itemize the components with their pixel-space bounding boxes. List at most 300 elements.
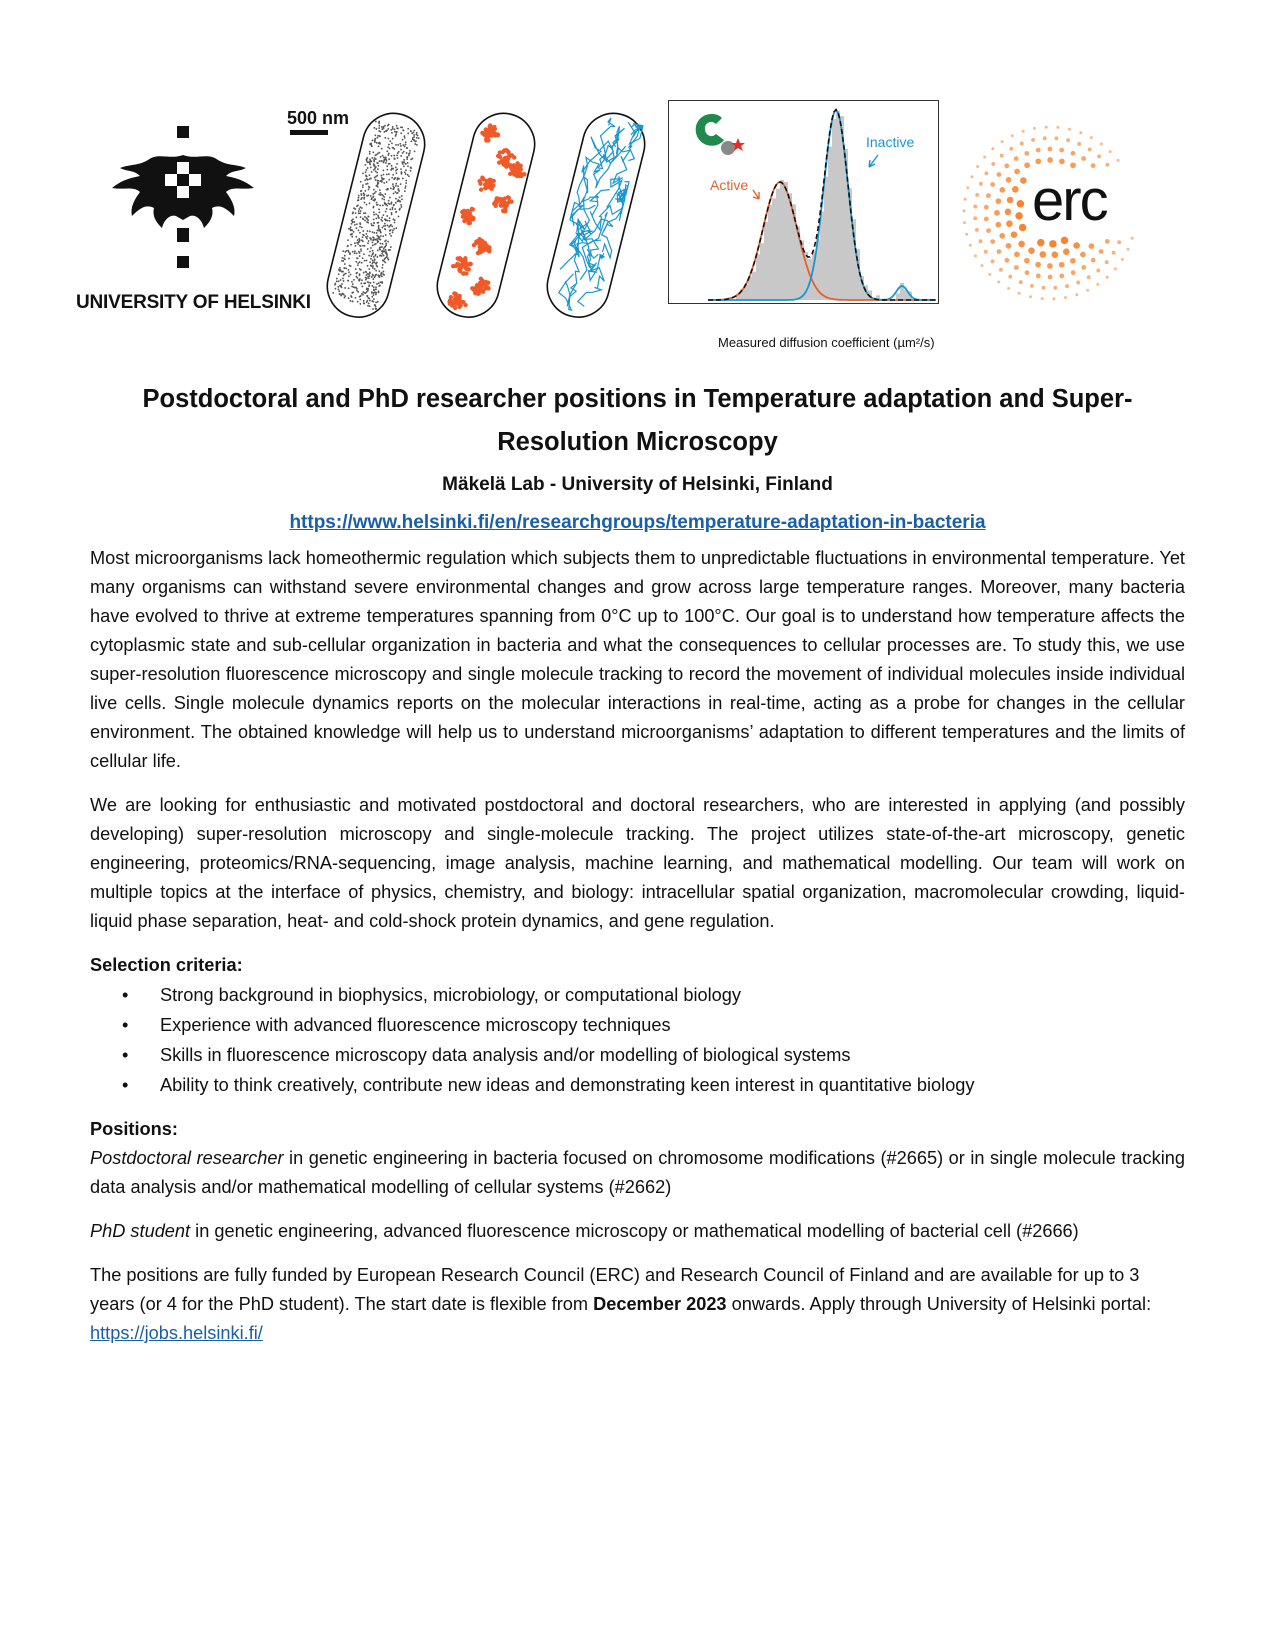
localization-dot [370,195,372,197]
erc-dot [1117,240,1121,244]
localization-dot [380,156,382,158]
localization-dot [378,125,380,127]
localization-dot [393,221,395,223]
erc-dot [1007,287,1010,290]
erc-dot [984,205,989,210]
localization-dot [392,183,394,185]
erc-dot [990,239,995,244]
localization-dot [375,202,377,204]
erc-dot [1077,142,1081,146]
localization-dot [371,171,373,173]
localization-dot [395,198,397,200]
localization-dot [390,169,392,171]
localization-dot [372,244,374,246]
localization-dot [354,250,356,252]
erc-dot [1081,156,1086,161]
localization-dot [340,279,342,281]
localization-dot [369,151,371,153]
erc-dot [1024,151,1029,156]
erc-logo-text: erc [1032,168,1107,233]
erc-dot [1049,240,1057,248]
erc-dot [1121,258,1124,261]
erc-dot [963,209,966,212]
localization-dot [403,165,405,167]
erc-dot [1080,252,1086,258]
localization-dot [372,151,374,153]
erc-dot [997,249,1002,254]
localization-dot [379,189,381,191]
erc-dot [1099,249,1104,254]
erc-dot [1048,147,1053,152]
erc-dot [1061,237,1069,245]
localization-dot [375,306,377,308]
localization-dot [392,192,394,194]
erc-dot [1019,224,1027,232]
erc-dot [997,172,1002,177]
localization-dot [373,281,375,283]
histogram-bar [780,180,784,300]
localization-dot [382,254,384,256]
localization-dot [338,280,340,282]
erc-dot [1086,289,1089,292]
localization-dot [358,195,360,197]
localization-dot [395,185,397,187]
localization-dot [382,204,384,206]
list-item [122,1040,1185,1070]
localization-dot [382,264,384,266]
erc-dot [997,281,1000,284]
localization-dot [409,170,411,172]
erc-dot [1014,169,1020,175]
localization-dot [368,202,370,204]
erc-dot [1018,292,1021,295]
erc-dot [1064,296,1067,299]
erc-dot [1109,150,1112,153]
erc-dot [979,239,983,243]
criteria-text: Ability to think creatively, contribute new ideas and demonstrating keen interest in quantitative biology [160,1075,975,1095]
localization-dot [354,245,356,247]
localization-dot [381,198,383,200]
localization-dot [354,242,356,244]
x-axis-label: Measured diffusion coefficient (µm²/s) [718,335,935,350]
localization-dot [358,210,360,212]
erc-dot [984,217,989,222]
localization-dot [365,204,367,206]
localization-dot [373,160,375,162]
erc-dot [1114,267,1117,270]
localization-dot [361,279,363,281]
localization-dot [389,208,391,210]
erc-dot [1079,131,1082,134]
localization-dot [395,227,397,229]
localization-dot [397,144,399,146]
localization-dot [403,135,405,137]
erc-dot [1105,239,1110,244]
localization-dot [382,173,384,175]
localization-dot [413,150,415,152]
erc-dot [1017,200,1025,208]
erc-dot [996,198,1002,204]
localization-dot [359,212,361,214]
localization-dot [351,281,353,283]
erc-dot [1008,275,1012,279]
erc-dot [1059,159,1065,165]
bullet-icon: • [122,1015,129,1035]
localization-dot [382,270,384,272]
localization-dot [374,134,376,136]
localization-dot [406,152,408,154]
localization-dot [394,191,396,193]
localization-dot [377,145,379,147]
histogram-bar [776,189,780,300]
localization-dot [371,296,373,298]
start-date: December 2023 [593,1294,727,1314]
localization-dot [389,196,391,198]
localization-dot [347,239,349,241]
localization-dot [369,250,371,252]
localization-dot [375,217,377,219]
postdoc-description: in genetic engineering in bacteria focused on chromosome modifications (#2665) or in single molecule tracking data analysis and/or mathematical modelling of cellular systems (#2662) [90,1148,1185,1197]
postdoc-title: Postdoctoral researcher [90,1148,284,1168]
erc-dot [1117,159,1120,162]
localization-dot [356,252,358,254]
localization-dot [404,187,406,189]
localization-dot [391,177,393,179]
localization-dot [413,129,415,131]
localization-dot [361,262,363,264]
localization-dot [381,148,383,150]
histogram-bar [832,119,836,300]
localization-dot [386,169,388,171]
localization-dot [373,232,375,234]
localization-dot [391,132,393,134]
localization-dot [342,280,344,282]
localization-dot [348,257,350,259]
localization-dot [392,138,394,140]
erc-dot [1112,251,1116,255]
localization-dot [357,264,359,266]
localization-dot [361,285,363,287]
localization-dot [373,218,375,220]
erc-dot [1009,147,1013,151]
erc-dot [1105,260,1109,264]
erc-dot [964,198,967,201]
erc-dot [1043,136,1047,140]
localization-dot [368,302,370,304]
localization-dot [345,267,347,269]
erc-dot [966,186,969,189]
erc-dot [969,244,972,247]
localization-dot [375,128,377,130]
localization-dot [355,261,357,263]
localization-dot [404,190,406,192]
erc-dot [991,147,994,150]
localization-dot [350,226,352,228]
localization-dot [368,254,370,256]
erc-dot [1031,138,1035,142]
erc-dot [984,250,988,254]
localization-dot [366,230,368,232]
erc-dot [1029,295,1032,298]
document-body [90,378,1185,1363]
erc-dot [1020,142,1024,146]
localization-dot [385,242,387,244]
localization-dot [383,131,385,133]
cluster-dot [478,187,483,192]
erc-dot [1047,157,1053,163]
localization-dot [371,157,373,159]
localization-dot [376,232,378,234]
localization-dot [362,172,364,174]
localization-dot [359,216,361,218]
localization-dot [375,301,377,303]
localization-dot [371,241,373,243]
erc-dot [999,187,1005,193]
localization-dot [388,217,390,219]
localization-dot [386,165,388,167]
localization-dot [400,204,402,206]
localization-dot [352,251,354,253]
localization-dot [368,268,370,270]
localization-dot [397,215,399,217]
erc-dot [975,228,979,232]
erc-dot [1045,126,1048,129]
postdoc-position [90,1144,1185,1202]
erc-dot [1028,247,1035,254]
localization-dot [407,132,409,134]
erc-dot [973,216,977,220]
erc-dot [1015,212,1023,220]
localization-dot [376,171,378,173]
erc-dot [1036,148,1041,153]
histogram-bar [764,222,768,300]
localization-dot [358,208,360,210]
localization-dot [355,227,357,229]
localization-dot [418,137,420,139]
intro-paragraph: Most microorganisms lack homeothermic regulation which subjects them to unpredictable fluctuations in environmental temperature. Yet many organisms can withstand severe environmental changes and grow across large temperature ranges. Moreover, many bacteria have evolved to thrive at extreme temperatures spanning from 0°C up to 100°C. Our goal is to understand how temperature affects the cytoplasmic state and sub-cellular organization in bacteria and what the consequences to cellular processes are. To study this, we use super-resolution fluorescence microscopy and single molecule tracking to record the movement of individual molecules inside individual live cells. Single molecule dynamics reports on the molecular interactions in real-time, acting as a probe for changes in the cellular environment. The obtained knowledge will help us to understand microorganisms’ adaptation to different temperatures and the limits of cellular life. [90,548,1185,771]
track-line [619,122,643,162]
erc-dot [1035,262,1041,268]
localization-dot [400,145,402,147]
erc-dot [1041,297,1044,300]
localization-dot [355,236,357,238]
histogram-bar [756,254,760,300]
header-figure [0,0,1275,360]
localization-dot [357,239,359,241]
localization-dot [361,226,363,228]
localization-dot [373,189,375,191]
bacteria-cells-figure [320,105,650,330]
funding-text-before: The positions are fully funded by European Research Council (ERC) and Research Council of Finland and are available for up to 3 years (or 4 for the PhD student). The start date is flexible from [90,1265,1140,1314]
localization-dot [400,206,402,208]
erc-dot [974,254,977,257]
localization-dot [344,255,346,257]
localization-dot [381,226,383,228]
erc-dot [1056,126,1059,129]
localization-dot [371,250,373,252]
localization-dot [373,127,375,129]
localization-dot [388,158,390,160]
localization-dot [400,183,402,185]
localization-dot [372,308,374,310]
histogram-bar [820,212,824,300]
erc-dot [1090,136,1093,139]
lab-website-link[interactable]: https://www.helsinki.fi/en/researchgroups/temperature-adaptation-in-bacteria [289,512,986,533]
localization-dot [364,219,366,221]
erc-dot [1014,265,1019,270]
localization-dot [337,288,339,290]
localization-dot [396,163,398,165]
localization-dot [388,200,390,202]
localization-dot [374,179,376,181]
localization-dot [386,208,388,210]
localization-dot [382,169,384,171]
erc-dot [1065,284,1069,288]
localization-dot [365,169,367,171]
erc-dot [1014,252,1020,258]
erc-dot [1024,258,1030,264]
positions-heading: Positions: [90,1119,178,1139]
erc-dot [1063,248,1070,255]
histogram-bar [836,111,840,300]
erc-dot [1076,281,1080,285]
localization-dot [363,212,365,214]
localization-dot [386,224,388,226]
histogram-bar [824,177,828,300]
localization-dot [357,197,359,199]
localization-dot [380,174,382,176]
erc-dot [1014,156,1019,161]
erc-dot [1006,220,1013,227]
localization-dot [372,265,374,267]
erc-dot [1033,127,1036,130]
localization-dot [409,150,411,152]
localization-dot [371,139,373,141]
localization-dot [375,213,377,215]
erc-dot [1106,276,1109,279]
histogram-bar [896,294,900,301]
phd-position [90,1217,1185,1246]
localization-dot [348,287,350,289]
localization-dot [410,140,412,142]
localization-dot [369,299,371,301]
localization-dot [355,216,357,218]
localization-dot [405,185,407,187]
localization-dot [349,273,351,275]
localization-dot [369,282,371,284]
localization-dot [364,164,366,166]
erc-dot [999,268,1003,272]
erc-dot [975,193,979,197]
phd-title: PhD student [90,1221,191,1241]
localization-dot [384,137,386,139]
localization-dot [371,276,373,278]
erc-dot [1105,163,1109,167]
localization-dot [366,265,368,267]
localization-dot [364,171,366,173]
erc-dot [984,171,988,175]
localization-dot [387,241,389,243]
localization-dot [362,184,364,186]
localization-dot [392,229,394,231]
localization-dot [397,185,399,187]
university-logo-text: UNIVERSITY OF HELSINKI [76,292,311,313]
localization-dot [407,165,409,167]
localization-dot [390,235,392,237]
localization-dot [392,174,394,176]
localization-dot [378,208,380,210]
erc-dot [1024,162,1030,168]
localization-dot [357,229,359,231]
erc-dot [999,233,1005,239]
erc-dot [1096,268,1100,272]
localization-dot [342,277,344,279]
localization-dot [360,250,362,252]
erc-dot [1006,177,1012,183]
phd-description: in genetic engineering, advanced fluorescence microscopy or mathematical modelling of bacterial cell (#2666) [190,1221,1079,1241]
localization-dot [332,292,334,294]
erc-dot [994,210,1000,216]
erc-dot [1053,286,1057,290]
funding-text-after: onwards. Apply through University of Helsinki portal: [726,1294,1152,1314]
localization-dot [344,263,346,265]
localization-dot [348,297,350,299]
localization-dot [388,179,390,181]
jobs-portal-link[interactable]: https://jobs.helsinki.fi/ [90,1323,263,1343]
localization-dot [373,211,375,213]
localization-dot [372,267,374,269]
lab-subtitle: Mäkelä Lab - University of Helsinki, Finland [442,474,833,495]
histogram-bar [768,205,772,300]
localization-dot [388,220,390,222]
localization-dot [350,244,352,246]
localization-dot [353,279,355,281]
erc-dot [973,205,977,209]
page-title: Postdoctoral and PhD researcher positions in Temperature adaptation and Super-Resolution Microscopy [142,385,1133,456]
localization-dot [341,283,343,285]
localization-dot [404,137,406,139]
localization-dot [400,155,402,157]
erc-dot [1025,270,1030,275]
erc-dot [988,273,991,276]
localization-dot [337,286,339,288]
university-of-helsinki-logo [100,120,270,275]
localization-dot [385,210,387,212]
localization-dot [394,208,396,210]
localization-dot [357,301,359,303]
localization-dot [376,256,378,258]
localization-dot [376,229,378,231]
localization-dot [379,192,381,194]
erc-dot [1048,275,1053,280]
localization-dot [353,221,355,223]
localization-dot [350,223,352,225]
localization-dot [373,214,375,216]
localization-dot [375,286,377,288]
localization-dot [390,201,392,203]
localization-dot [381,267,383,269]
localization-dot [359,303,361,305]
localization-dot [367,248,369,250]
localization-dot [396,157,398,159]
erc-dot [1052,251,1059,258]
erc-dot [1000,154,1004,158]
localization-dot [389,233,391,235]
localization-dot [379,242,381,244]
localization-dot [407,162,409,164]
list-item [122,1070,1185,1100]
localization-dot [372,259,374,261]
